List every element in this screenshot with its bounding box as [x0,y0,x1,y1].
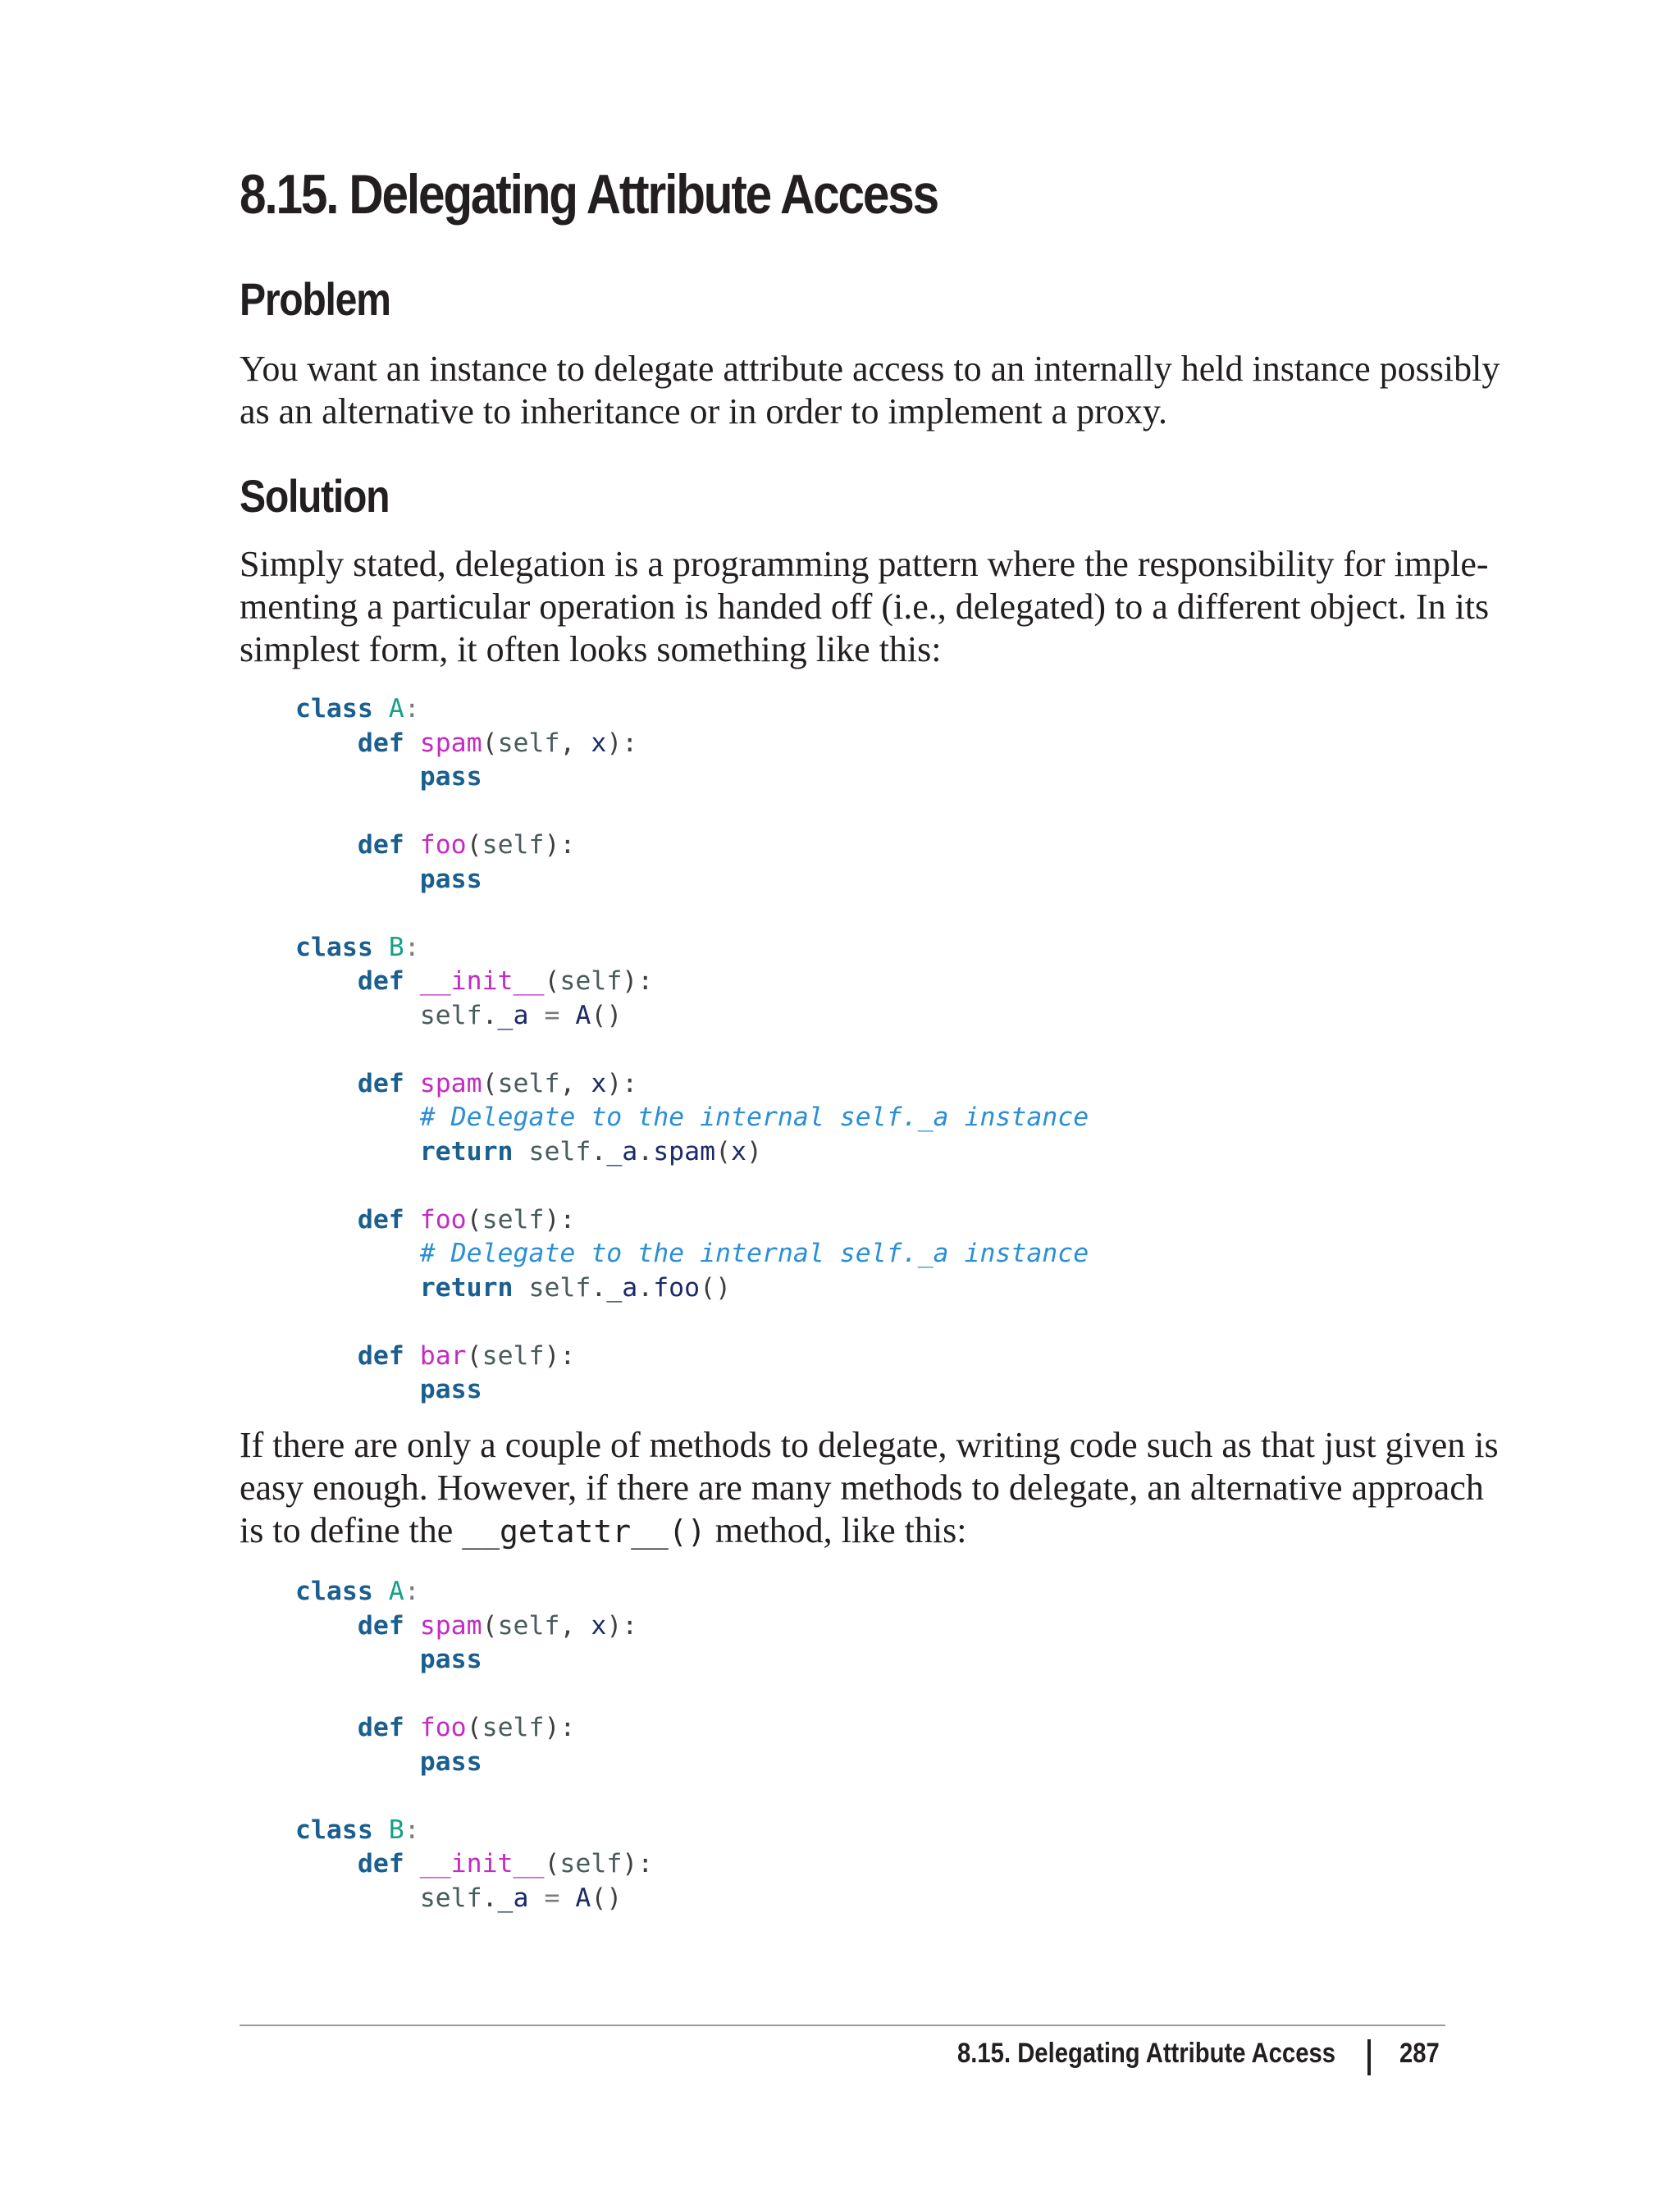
footer-rule [240,2025,1445,2026]
code-token [373,694,389,724]
code-token: pass [419,1375,482,1404]
code-token: () [591,1000,623,1030]
text-fragment: method, like this: [705,1510,967,1550]
code-line [295,829,1089,863]
code-token [295,1205,358,1235]
code-token: spam [419,1610,482,1641]
getattr-paragraph [240,1424,1499,1553]
code-token: self [497,1068,560,1098]
code-token: def [357,966,404,996]
code-token [295,1713,358,1742]
code-token [295,728,358,758]
code-token: pass [419,1746,482,1777]
code-token [295,1375,420,1404]
code-token: def [357,1204,404,1235]
code-token: self [482,1204,545,1235]
code-token: , [559,728,591,758]
code-line [295,999,1089,1034]
code-line [295,1305,1089,1340]
code-token: def [357,1340,404,1371]
code-token: ( [466,1713,482,1742]
code-token: # Delegate to the internal self._a instance [419,1239,1089,1268]
code-line [295,1711,653,1746]
code-line [295,795,1089,829]
code-line [295,1575,653,1609]
code-token: x [591,728,607,758]
code-token [295,830,358,860]
code-token [295,966,358,996]
problem-paragraph [240,348,1500,433]
code-line [295,1779,653,1814]
code-token: __init__ [419,1849,545,1879]
text-fragment: is to define the [240,1510,463,1550]
code-token: ): [544,1713,576,1742]
code-token [295,1137,420,1166]
code-line [295,1033,1089,1067]
code-line [295,1678,653,1712]
code-token: bar [419,1340,467,1371]
solution-heading: Solution [240,470,390,522]
code-token [373,1577,389,1606]
code-token [295,1273,420,1303]
code-token [295,1102,420,1132]
code-token: . [591,1272,607,1303]
code-token: self [482,830,545,860]
code-token [373,933,389,962]
code-line [295,863,1089,897]
code-line [295,1882,653,1916]
code-line [295,692,1089,727]
paragraph-line: easy enough. However, if there are many methods to delegate, an alternative approach [240,1468,1484,1508]
paragraph-line: You want an instance to delegate attribute access to an internally held instance possibly [240,349,1500,389]
code-line [295,1271,1089,1306]
section-title: 8.15. Delegating Attribute Access [240,163,938,226]
code-token [295,1069,358,1098]
code-token: A [575,1883,591,1913]
code-token [528,1883,544,1913]
code-token: # Delegate to the internal self._a instance [419,1102,1089,1132]
code-token: def [357,728,404,758]
code-token: foo [419,830,467,860]
code-token: foo [419,1713,467,1742]
code-token: ( [544,1849,560,1879]
code-token [404,1611,420,1641]
code-token: = [544,1000,560,1030]
code-token [295,1849,358,1879]
code-token [514,1137,529,1166]
code-token: pass [419,1645,482,1674]
code-token: class [295,932,373,962]
code-token: x [731,1136,747,1166]
solution-paragraph [240,543,1490,671]
running-footer-title: 8.15. Delegating Attribute Access [957,2038,1335,2069]
code-token: . [482,1883,498,1913]
code-token [295,1611,358,1641]
code-token: def [357,1713,404,1742]
code-token [295,762,420,792]
code-line [295,1847,653,1882]
code-line [295,1814,653,1848]
code-token: ): [606,1610,638,1641]
code-token: class [295,1577,373,1606]
code-line [295,1169,1089,1203]
code-token: spam [419,728,482,758]
code-line [295,727,1089,761]
code-token: self [528,1136,591,1166]
page-number: 287 [1399,2038,1440,2069]
code-token: foo [653,1272,701,1303]
paragraph-line: as an alternative to inheritance or in order to implement a proxy. [240,391,1167,431]
code-token: : [404,694,420,724]
paragraph-line: simplest form, it often looks something like this: [240,629,942,669]
code-token: A [388,694,404,724]
code-token: ) [746,1136,762,1166]
code-token: ): [606,728,638,758]
code-token: ( [466,1204,482,1235]
code-token [295,865,420,894]
code-line [295,897,1089,931]
code-token: def [357,830,404,860]
code-token: class [295,1815,373,1845]
code-token: ( [466,1340,482,1371]
code-token: return [419,1272,514,1303]
code-token: pass [419,762,482,792]
code-token: A [388,1577,404,1606]
code-token: : [404,1815,420,1845]
code-token: . [482,1000,498,1030]
code-token [373,1815,389,1845]
problem-heading: Problem [240,273,390,325]
code-line [295,760,1089,795]
code-token [514,1273,529,1303]
code-token: self [559,1849,623,1879]
code-token: self [419,1883,482,1913]
code-token: ( [466,830,482,860]
code-token: spam [419,1068,482,1098]
code-token [295,1341,358,1371]
code-token: ( [482,1068,498,1098]
code-token [528,1001,544,1030]
code-line [295,1340,1089,1374]
code-token [295,1883,420,1913]
code-line [295,1067,1089,1102]
code-token [404,966,420,996]
code-token: self [419,1000,482,1030]
code-token [404,830,420,860]
code-token: ): [606,1068,638,1098]
code-line [295,1203,1089,1238]
code-line [295,1237,1089,1271]
code-token [404,1713,420,1742]
code-token: A [575,1000,591,1030]
code-token: ): [544,1204,576,1235]
code-token: self [482,1713,545,1742]
code-token: def [357,1068,404,1098]
code-line [295,1746,653,1780]
code-line [295,1609,653,1644]
code-token: return [419,1136,514,1166]
code-token [404,1069,420,1098]
code-line [295,1643,653,1678]
code-token [295,1001,420,1030]
code-token: ): [544,1340,576,1371]
code-token: self [497,728,560,758]
code-token: B [388,932,404,962]
code-token: ( [544,966,560,996]
code-token: _a [497,1883,529,1913]
code-token: x [591,1068,607,1098]
code-token [295,1645,420,1674]
code-token [404,728,420,758]
code-token [404,1205,420,1235]
code-token [404,1341,420,1371]
code-token: _a [497,1000,529,1030]
code-token: B [388,1815,404,1845]
code-token: x [591,1610,607,1641]
code-token: , [559,1610,591,1641]
code-token: self [497,1610,560,1641]
code-token: spam [653,1136,716,1166]
code-token: self [559,966,623,996]
code-token: _a [606,1272,638,1303]
inline-code: __getattr__() [462,1513,706,1550]
code-token: ( [482,728,498,758]
code-token: class [295,694,373,724]
code-token: () [591,1883,623,1913]
paragraph-line [240,1509,1445,1553]
code-token: ( [482,1610,498,1641]
code-token: ): [622,1849,654,1879]
code-token [295,1747,420,1777]
code-line [295,1135,1089,1170]
code-token: _a [606,1136,638,1166]
code-line [295,965,1089,999]
code-listing-getattr [295,1575,653,1915]
code-line [295,931,1089,966]
code-token: = [544,1883,560,1913]
code-token: ): [544,830,576,860]
code-token: self [482,1340,545,1371]
code-line [295,1101,1089,1135]
code-token: , [559,1068,591,1098]
code-token: pass [419,864,482,894]
footer-separator [1367,2039,1371,2075]
paragraph-line: If there are only a couple of methods to delegate, writing code such as that just given is [240,1425,1499,1465]
code-listing-delegation [295,692,1089,1408]
code-token: : [404,932,420,962]
code-token: ): [622,966,654,996]
code-token: . [637,1136,654,1166]
code-token [559,1883,575,1913]
code-token: ( [715,1136,732,1166]
code-token: : [404,1577,420,1606]
code-token [404,1849,420,1879]
code-token: def [357,1849,404,1879]
code-token: __init__ [419,966,545,996]
code-token: . [591,1136,607,1166]
code-token [295,1239,420,1268]
code-token: foo [419,1204,467,1235]
paragraph-line: menting a particular operation is handed off (i.e., delegated) to a different object. In its [240,587,1490,627]
code-line [295,1373,1089,1408]
paragraph-line: Simply stated, delegation is a programming pattern where the responsibility for imple- [240,544,1489,584]
code-token [559,1001,575,1030]
code-token: () [700,1272,732,1303]
code-token: def [357,1610,404,1641]
code-token: . [637,1272,654,1303]
code-token: self [528,1272,591,1303]
